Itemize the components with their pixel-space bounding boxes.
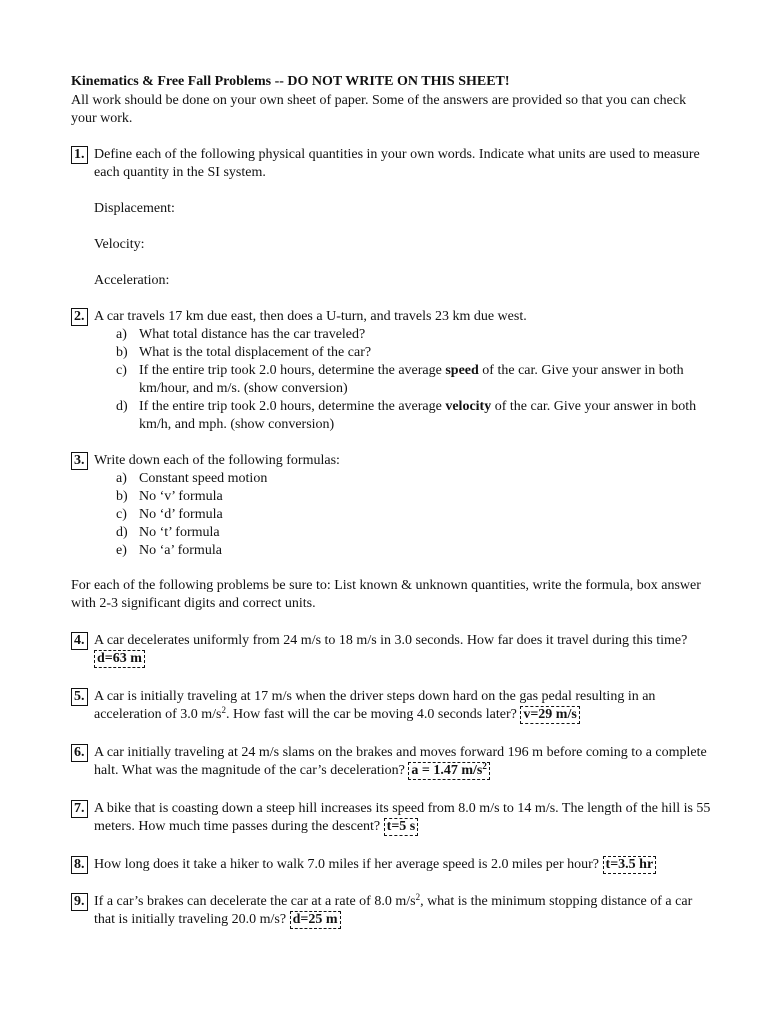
question-text: If a car’s brakes can decelerate the car at a rate of 8.0 m/s <box>94 894 416 909</box>
answer-value: a = 1.47 m/s <box>411 763 483 778</box>
sub-item-a <box>94 326 711 344</box>
question-number: 1. <box>71 146 88 164</box>
question-number: 6. <box>71 744 88 762</box>
sub-text: of the car. Give your answer in both km/hour, and m/s. (show conversion) <box>139 363 684 396</box>
question-number: 7. <box>71 800 88 818</box>
formula-item <box>94 488 711 506</box>
exponent: 2 <box>221 705 227 715</box>
answer-box: d=63 m <box>94 650 145 668</box>
problem-instructions: For each of the following problems be sure to: List known & unknown quantities, write the formula, box answer with 2-3 significant digits and correct units. <box>71 578 701 611</box>
bold-velocity: velocity <box>445 399 492 414</box>
sub-text: No ‘t’ formula <box>139 525 220 540</box>
answer-exponent: 2 <box>482 761 487 771</box>
worksheet-title: Kinematics & Free Fall Problems -- DO NOT WRITE ON THIS SHEET! <box>71 74 510 89</box>
sub-item-c <box>94 362 711 398</box>
sub-item-d <box>94 398 711 434</box>
question-number: 5. <box>71 688 88 706</box>
question-text: How long does it take a hiker to walk 7.0 miles if her average speed is 2.0 miles per hour? <box>94 857 603 872</box>
question-4 <box>71 632 711 668</box>
sub-letter: a) <box>116 327 127 342</box>
exponent: 2 <box>415 892 421 902</box>
sub-text: What is the total displacement of the car? <box>139 345 372 360</box>
question-9 <box>71 893 711 929</box>
question-number: 9. <box>71 893 88 911</box>
sub-letter: c) <box>116 363 127 378</box>
question-1 <box>71 146 711 290</box>
question-6 <box>71 744 711 780</box>
sub-letter: e) <box>116 543 127 558</box>
sub-letter: b) <box>116 345 128 360</box>
question-8 <box>71 856 711 874</box>
question-number: 3. <box>71 452 88 470</box>
question-number: 2. <box>71 308 88 326</box>
field-velocity: Velocity: <box>94 237 145 252</box>
sub-text: No ‘v’ formula <box>139 489 223 504</box>
sub-letter: a) <box>116 471 127 486</box>
question-text: . How fast will the car be moving 4.0 seconds later? <box>226 707 521 722</box>
sub-text: What total distance has the car traveled? <box>139 327 366 342</box>
question-text: A car travels 17 km due east, then does a U-turn, and travels 23 km due west. <box>94 309 527 324</box>
formula-item <box>94 470 711 488</box>
question-text: Write down each of the following formulas: <box>94 453 340 468</box>
sub-text: Constant speed motion <box>139 471 268 486</box>
question-3 <box>71 452 711 560</box>
question-2 <box>71 308 711 434</box>
question-text: , what is the minimum stopping distance of a car that is initially traveling 20.0 m/s? <box>94 894 693 927</box>
intro-text: All work should be done on your own sheet of paper. Some of the answers are provided so that you can check your work. <box>71 93 687 126</box>
question-text: A bike that is coasting down a steep hill increases its speed from 8.0 m/s to 14 m/s. The length of the hill is 55 meters. How much time passes during the descent? <box>94 801 711 834</box>
sub-item-b <box>94 344 711 362</box>
answer-box: t=5 s <box>384 818 419 836</box>
question-text: A car is initially traveling at 17 m/s when the driver steps down hard on the gas pedal resulting in an acceleration of 3.0 m/s <box>94 689 656 722</box>
question-text: A car initially traveling at 24 m/s slams on the brakes and moves forward 196 m before coming to a complete halt. What was the magnitude of the car’s deceleration? <box>94 745 707 778</box>
formula-item <box>94 524 711 542</box>
answer-box <box>408 762 489 780</box>
sub-text: of the car. Give your answer in both km/h, and mph. (show conversion) <box>139 399 697 432</box>
sub-letter: c) <box>116 507 127 522</box>
sub-letter: d) <box>116 525 128 540</box>
question-text: A car decelerates uniformly from 24 m/s to 18 m/s in 3.0 seconds. How far does it travel during this time? <box>94 633 688 648</box>
field-acceleration: Acceleration: <box>94 273 170 288</box>
formula-item <box>94 506 711 524</box>
field-displacement: Displacement: <box>94 201 175 216</box>
sub-letter: b) <box>116 489 128 504</box>
sub-text: If the entire trip took 2.0 hours, determine the average <box>139 399 446 414</box>
question-5 <box>71 688 711 724</box>
question-number: 4. <box>71 632 88 650</box>
bold-speed: speed <box>445 363 479 378</box>
question-7 <box>71 800 711 836</box>
sub-text: No ‘d’ formula <box>139 507 223 522</box>
sub-text: No ‘a’ formula <box>139 543 222 558</box>
question-text: Define each of the following physical quantities in your own words. Indicate what units are used to measure each quantity in the SI system. <box>94 147 700 180</box>
question-number: 8. <box>71 856 88 874</box>
answer-box: d=25 m <box>290 911 341 929</box>
answer-box: v=29 m/s <box>520 706 579 724</box>
answer-box: t=3.5 hr <box>603 856 657 874</box>
formula-item <box>94 542 711 560</box>
sub-letter: d) <box>116 399 128 414</box>
sub-text: If the entire trip took 2.0 hours, determine the average <box>139 363 446 378</box>
